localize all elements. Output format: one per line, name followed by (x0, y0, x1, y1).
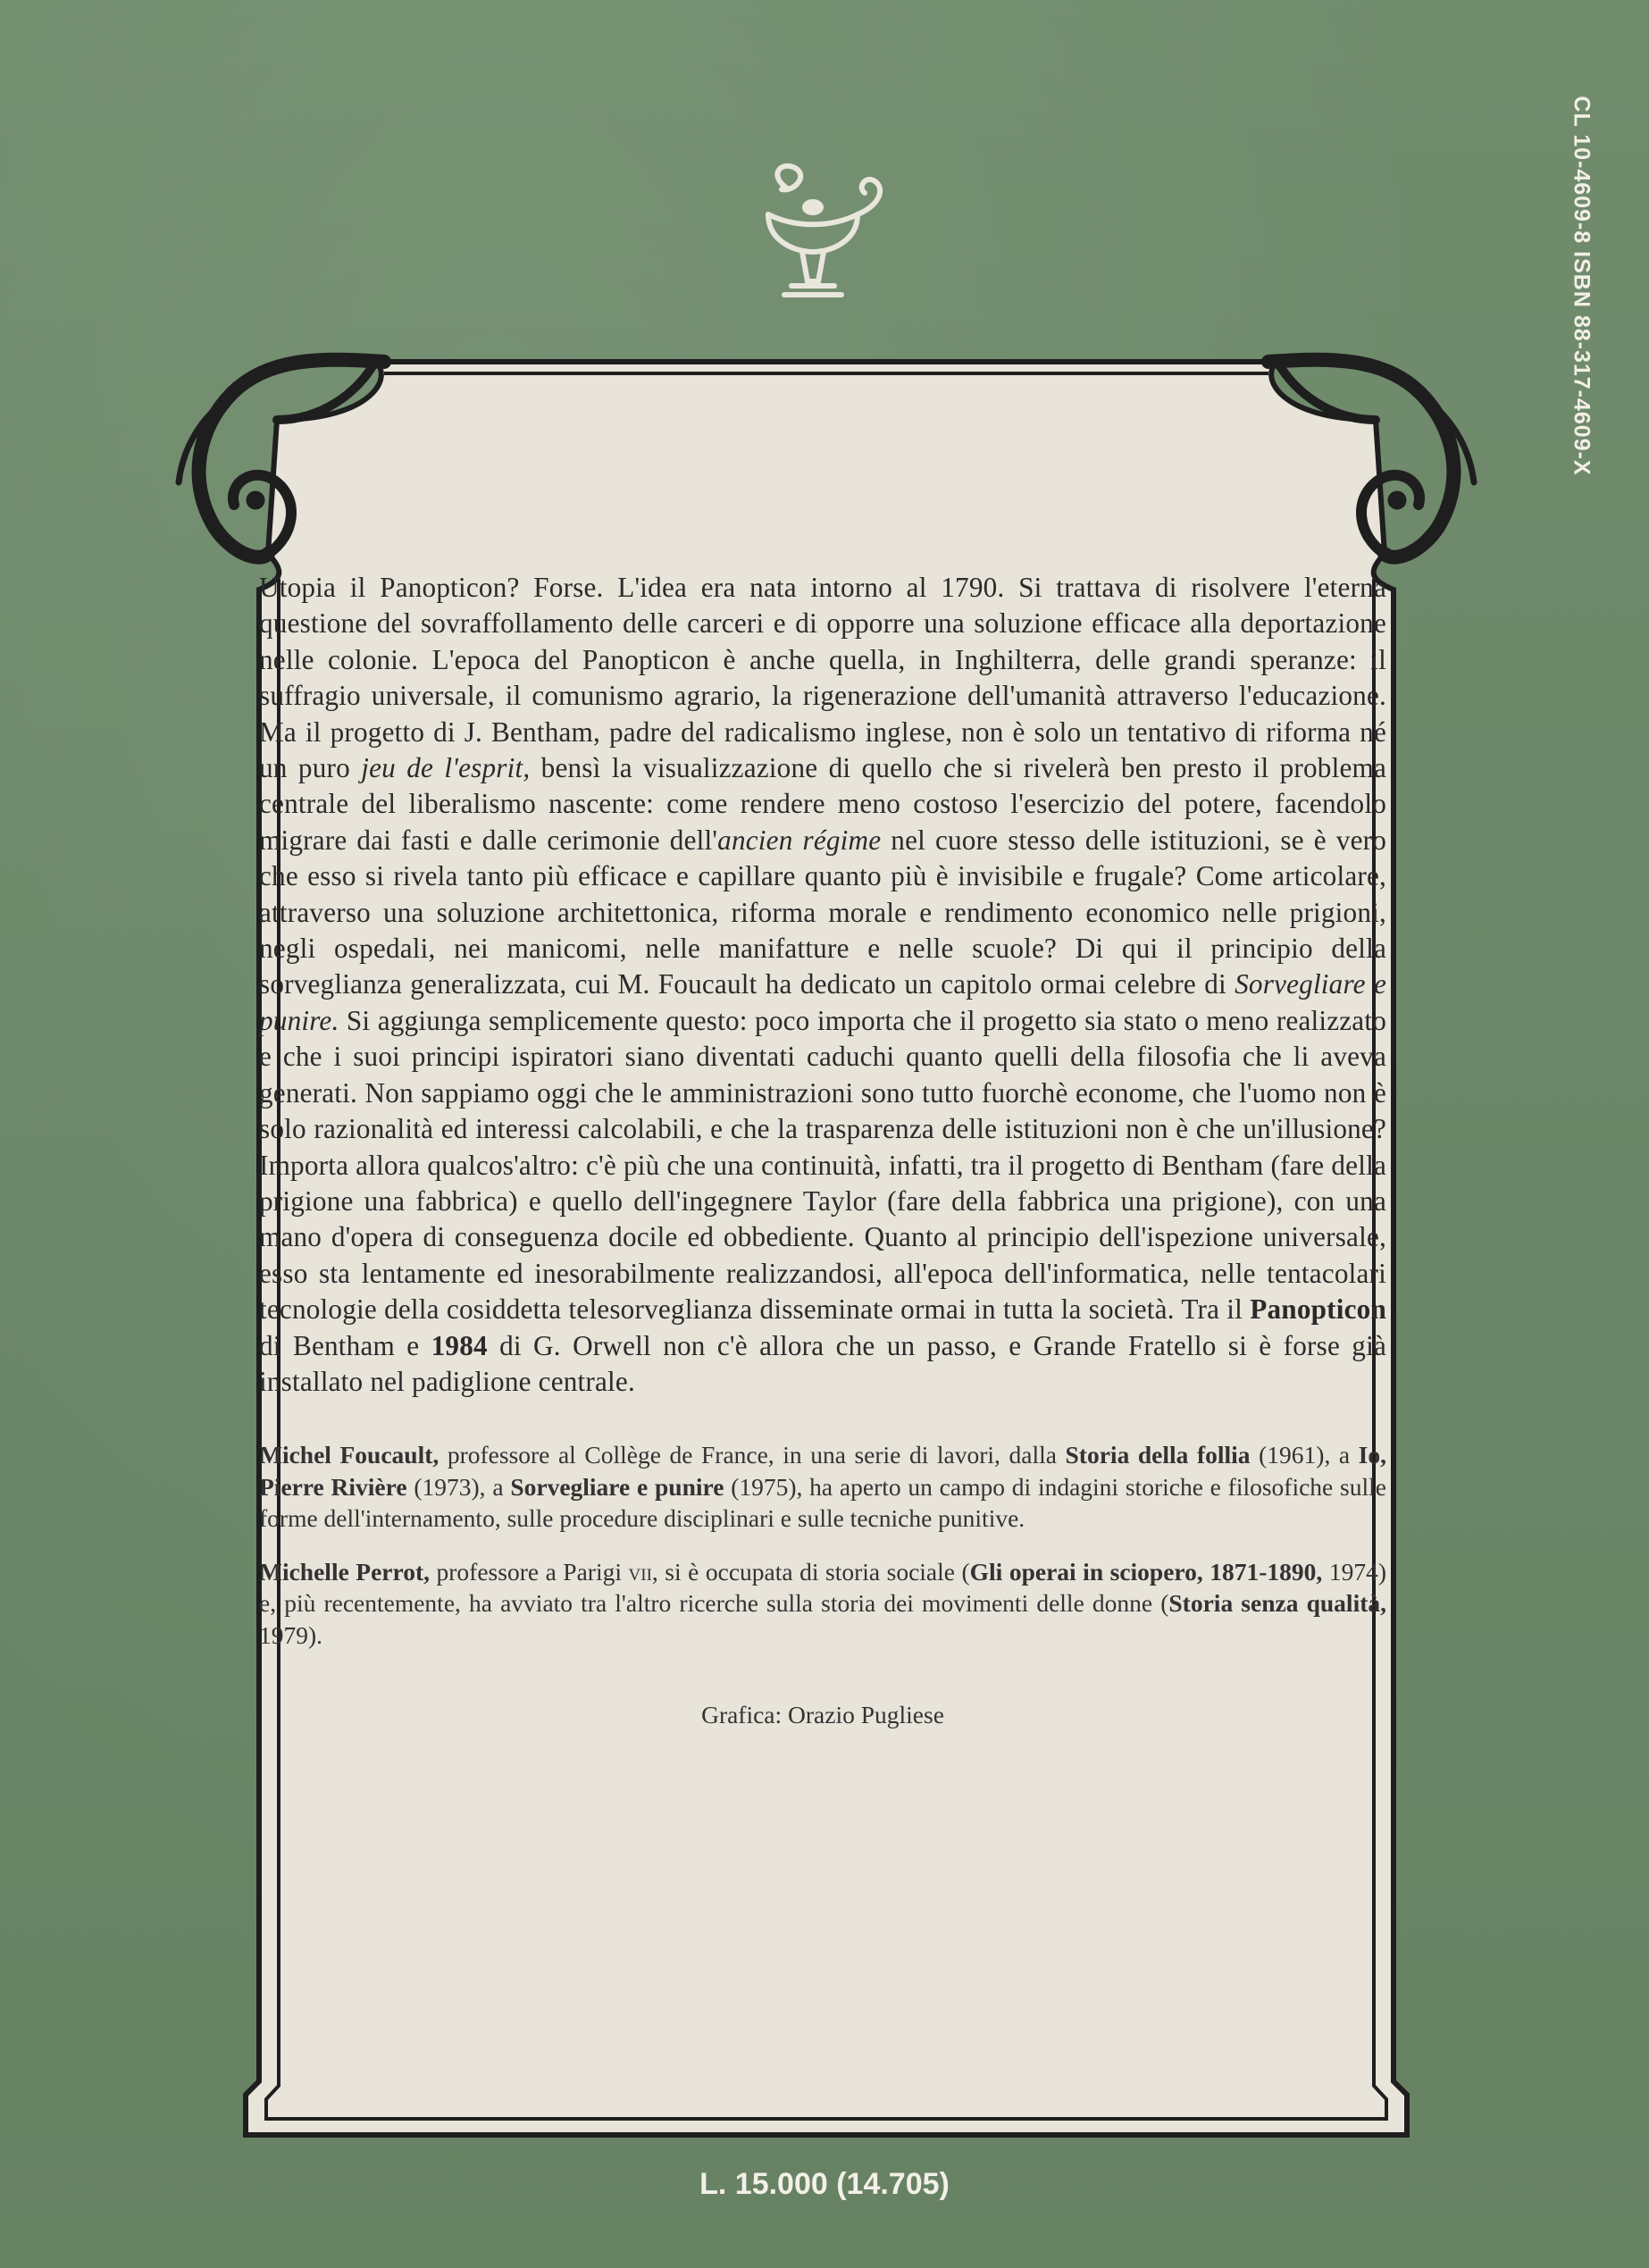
book-title: Storia senza qualità, (1168, 1589, 1386, 1618)
blurb-italic-2: ancien régime (717, 824, 882, 856)
bio-text: (1975), ha aperto un campo di indagini storiche e filosofiche sulle forme dell'internamento, sulle procedure disciplinari e sulle tecniche punitive. (259, 1472, 1386, 1533)
bio-text: (1961), a (1250, 1441, 1359, 1469)
bio-text: 1974) e, più recentemente, ha avviato tra l'altro ricerche sulla storia dei movimenti delle donne ( (259, 1557, 1386, 1618)
roman-numeral: vii (628, 1557, 652, 1586)
author-bio-perrot (259, 1556, 1386, 1652)
design-credit: Grafica: Orazio Pugliese (701, 1701, 944, 1729)
book-title: Gli operai in sciopero, 1871-1890, (969, 1557, 1323, 1586)
book-title: Sorvegliare e punire (510, 1472, 724, 1501)
blurb-text-2: bensì la visualizzazione di quello che si rivelerà ben presto il problema centrale del liberalismo nascente: come rendere meno costoso l'esercizio del potere, facendolo migrare dai fasti e dalle cerimonie dell' (259, 752, 1386, 856)
blurb-text-5: di Bentham e (259, 1329, 431, 1361)
blurb-text-4: Si aggiunga semplicemente questo: poco importa che il progetto sia stato o meno realizzato e che i suoi principi ispiratori siano diventati caduchi quanto quelli della filosofia che li aveva generati. Non sappiamo oggi che le amministrazioni sono tutto fuorchè econome, che l'uomo non è solo razionalità ed interessi calcolabili, e che la trasparenza delle istituzioni non è che un'illusione? Importa allora qualcos'altro: c'è più che una continuità, infatti, tra il progetto di Bentham (fare della prigione una fabbrica) e quello dell'ingegnere Taylor (fare della fabbrica una prigione), con una mano d'opera di conseguenza docile ed obbediente. Quanto al principio dell'ispezione universale, esso sta lentamente ed inesorabilmente realizzandosi, all'epoca dell'informatica, nelle tentacolari tecnologie della cosiddetta telesorveglianza disseminate ormai in tutta la società. Tra il (259, 1004, 1386, 1326)
blurb-text-3: nel cuore stesso delle istituzioni, se è vero che esso si rivela tanto più efficace e capillare quanto più è invisibile e frugale? Come articolare, attraverso una soluzione architettonica, riforma morale e rendimento economico nelle prigioni, negli ospedali, nei manicomi, nelle manifatture e nelle scuole? Di qui il principio della sorveglianza generalizzata, cui M. Foucault ha dedicato un capitolo ormai celebre di (259, 824, 1386, 1000)
author-bio-foucault (259, 1439, 1386, 1535)
bio-text: professore a Parigi (430, 1557, 629, 1586)
oil-lamp-logo-icon (732, 152, 893, 313)
bio-text: professore al Collège de France, in una serie di lavori, dalla (439, 1441, 1066, 1469)
isbn-text: CL 10-4609-8 ISBN 88-317-4609-X (1569, 96, 1595, 476)
blurb-italic-3: Sorvegliare e punire. (259, 968, 1386, 1036)
blurb-text-6: di G. Orwell non c'è allora che un passo, e Grande Fratello si è forse già installato nel padiglione centrale. (259, 1329, 1386, 1397)
author-name: Michelle Perrot, (259, 1557, 431, 1586)
book-title: Storia della follia (1065, 1441, 1251, 1469)
blurb-paragraph (259, 570, 1386, 1400)
blurb-bold-2: 1984 (431, 1329, 488, 1361)
price-label: L. 15.000 (14.705) (699, 2167, 950, 2201)
text-panel (259, 570, 1386, 1729)
book-title: Io, Pierre Rivière (259, 1441, 1386, 1501)
blurb-text-1: Utopia il Panopticon? Forse. L'idea era nata intorno al 1790. Si trattava di risolvere l'eterna questione del sovraffollamento delle carceri e di opporre una soluzione efficace alla deportazione nelle colonie. L'epoca del Panopticon è anche quella, in Inghilterra, delle grandi speranze: il suffragio universale, il comunismo agrario, la rigenerazione dell'umanità attraverso l'educazione. Ma il progetto di J. Bentham, padre del radicalismo inglese, non è solo un tentativo di riforma né un puro (259, 572, 1386, 784)
bio-text: (1973), a (406, 1472, 511, 1501)
bio-text: 1979). (259, 1620, 323, 1649)
author-name: Michel Foucault, (259, 1441, 439, 1469)
blurb-italic-1: jeu de l'esprit, (361, 752, 531, 784)
blurb-bold-1: Panopticon (1250, 1293, 1386, 1326)
bio-text: , si è occupata di storia sociale ( (651, 1557, 970, 1586)
isbn-code (1563, 54, 1599, 518)
